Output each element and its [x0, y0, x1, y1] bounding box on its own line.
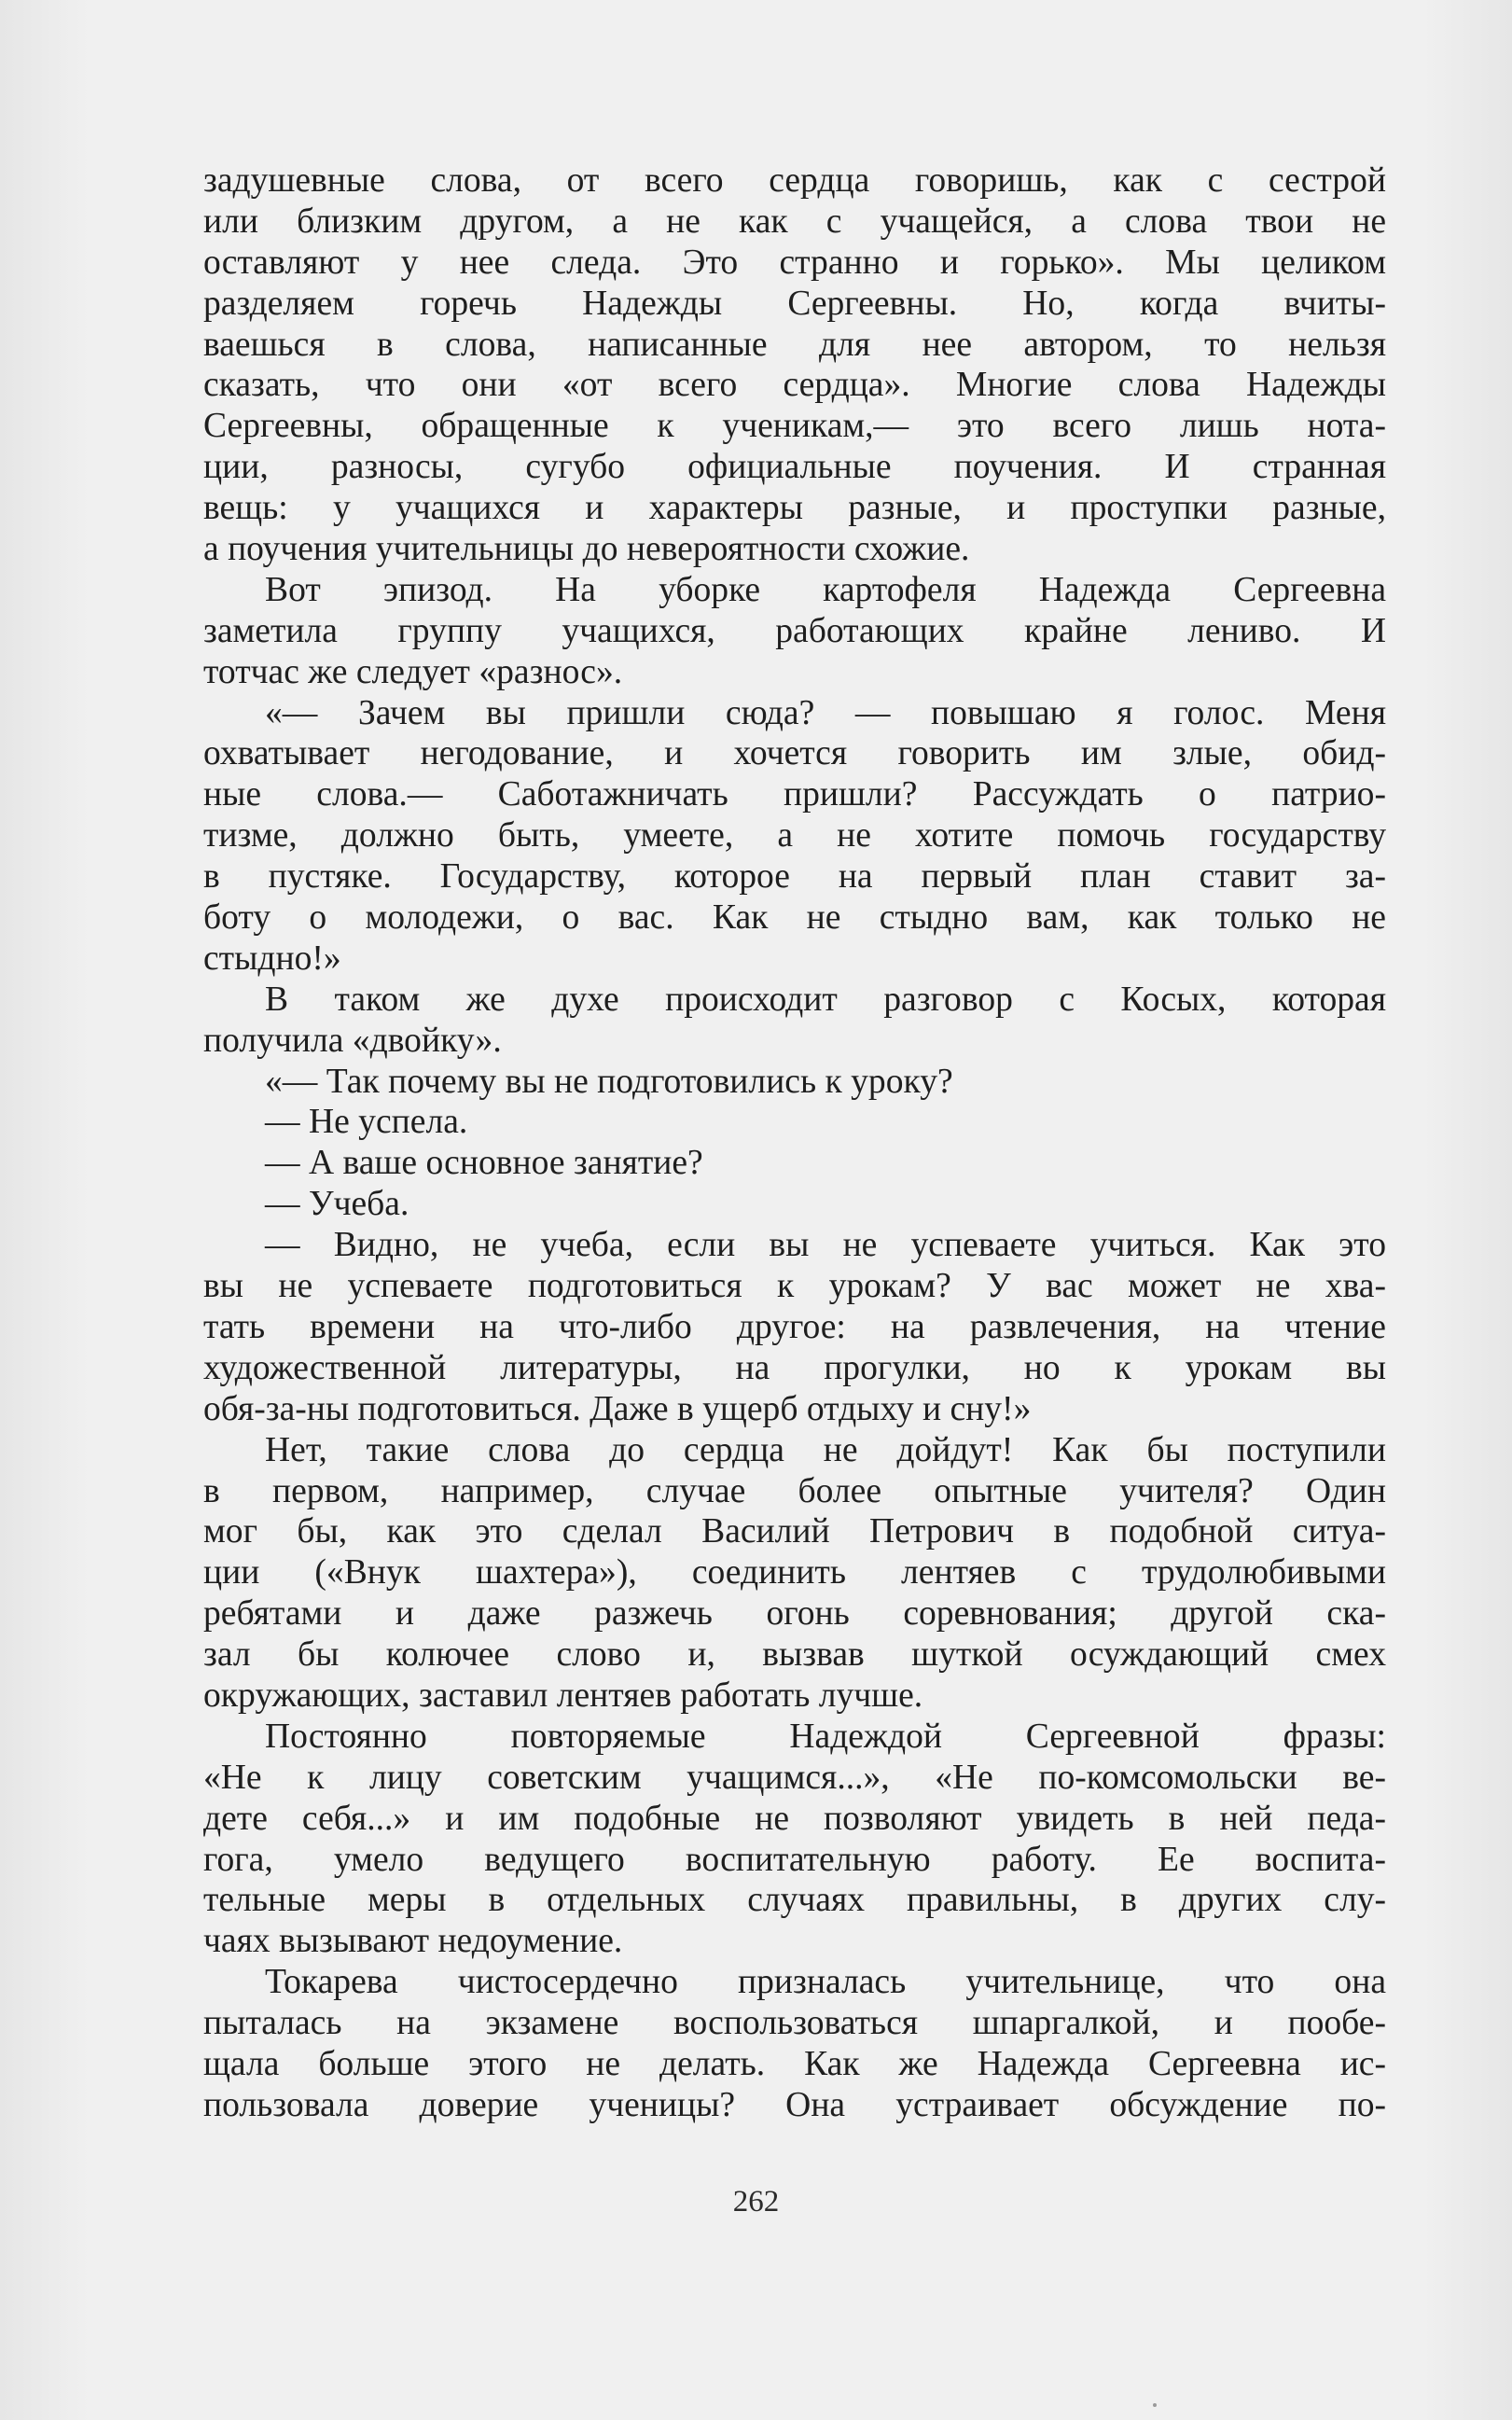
paragraph [203, 1143, 1386, 1184]
text-line: ные слова.— Саботажничать пришли? Рассуждать о патрио- [203, 775, 1386, 814]
body-text [203, 160, 1386, 2126]
paragraph [203, 980, 1386, 1062]
text-line: — Учеба. [265, 1185, 409, 1224]
print-speck [1153, 2403, 1157, 2407]
paragraph [203, 1430, 1386, 1717]
text-line: В таком же духе происходит разговор с Косых, которая [265, 980, 1386, 1019]
text-line: мог бы, как это сделал Василий Петрович в подобной ситуа- [203, 1512, 1386, 1551]
text-line: ции, разносы, сугубо официальные поучения. И странная [203, 448, 1386, 487]
text-line: Нет, такие слова до сердца не дойдут! Как бы поступили [265, 1430, 1386, 1469]
text-line: в первом, например, случае более опытные учителя? Один [203, 1471, 1386, 1510]
text-line: пользовала доверие ученицы? Она устраивает обсуждение по- [203, 2085, 1386, 2124]
text-line: сказать, что они «от всего сердца». Многие слова Надежды [203, 366, 1386, 405]
text-line: ваешься в слова, написанные для нее автором, то нельзя [203, 325, 1386, 364]
paragraph [203, 693, 1386, 980]
text-line: боту о молодежи, о вас. Как не стыдно вам, как только не [203, 898, 1386, 938]
text-line: «— Так почему вы не подготовились к уроку? [265, 1062, 953, 1101]
text-line: дете себя...» и им подобные не позволяют увидеть в ней педа- [203, 1799, 1386, 1838]
text-line: задушевные слова, от всего сердца говоришь, как с сестрой [203, 161, 1386, 200]
text-line: ребятами и даже разжечь огонь соревнования; другой ска- [203, 1594, 1386, 1634]
paragraph [203, 1962, 1386, 2126]
paragraph [203, 1717, 1386, 1962]
text-line: художественной литературы, на прогулки, но к урокам вы [203, 1348, 1386, 1387]
text-line: разделяем горечь Надежды Сергеевны. Но, когда вчиты- [203, 284, 1386, 323]
text-line: щала больше этого не делать. Как же Надежда Сергеевна ис- [203, 2044, 1386, 2083]
paragraph [203, 1184, 1386, 1225]
text-line: «Не к лицу советским учащимся...», «Не по-комсомольски ве- [203, 1758, 1386, 1797]
paragraph [203, 160, 1386, 570]
text-line: Вот эпизод. На уборке картофеля Надежда Сергеевна [265, 570, 1386, 609]
text-line: оставляют у нее следа. Это странно и горько». Мы целиком [203, 243, 1386, 282]
text-line: тельные меры в отдельных случаях правильны, в других слу- [203, 1881, 1386, 1920]
text-line: ции («Внук шахтера»), соединить лентяев с трудолюбивыми [203, 1553, 1386, 1592]
text-line: — А ваше основное занятие? [265, 1144, 703, 1183]
text-line: стыдно!» [203, 939, 341, 978]
text-line: — Не успела. [265, 1103, 468, 1142]
text-line: «— Зачем вы пришли сюда? — повышаю я голос. Меня [265, 693, 1386, 732]
paragraph [203, 1225, 1386, 1429]
text-line: — Видно, не учеба, если вы не успеваете учиться. Как это [265, 1226, 1386, 1265]
text-line: тотчас же следует «разнос». [203, 652, 623, 691]
text-line: окружающих, заставил лентяев работать лучше. [203, 1676, 923, 1715]
text-line: вещь: у учащихся и характеры разные, и проступки разные, [203, 489, 1386, 528]
text-line: вы не успеваете подготовиться к урокам? У вас может не хва- [203, 1267, 1386, 1306]
text-line: а поучения учительницы до невероятности схожие. [203, 530, 970, 569]
text-line: получила «двойку». [203, 1021, 502, 1060]
text-line: в пустяке. Государству, которое на первый план ставит за- [203, 857, 1386, 897]
text-line: заметила группу учащихся, работающих крайне лениво. И [203, 611, 1386, 650]
text-line: тать времени на что-либо другое: на развлечения, на чтение [203, 1307, 1386, 1346]
text-line: пыталась на экзамене воспользоваться шпаргалкой, и пообе- [203, 2004, 1386, 2043]
text-line: Постоянно повторяемые Надеждой Сергеевной фразы: [265, 1717, 1386, 1756]
paragraph [203, 570, 1386, 693]
text-line: гога, умело ведущего воспитательную работу. Ее воспита- [203, 1840, 1386, 1879]
text-line: чаях вызывают недоумение. [203, 1922, 623, 1961]
text-line: Токарева чистосердечно призналась учительнице, что она [265, 1963, 1386, 2002]
page-number: 262 [732, 2185, 780, 2218]
text-line: Сергеевны, обращенные к ученикам,— это всего лишь нота- [203, 407, 1386, 446]
text-line: охватывает негодование, и хочется говорить им злые, обид- [203, 734, 1386, 773]
paragraph [203, 1102, 1386, 1143]
text-line: обя-за-ны подготовиться. Даже в ущерб отдыху и сну!» [203, 1389, 1032, 1428]
text-line: или близким другом, а не как с учащейся, а слова твои не [203, 202, 1386, 241]
paragraph [203, 1062, 1386, 1103]
text-line: зал бы колючее слово и, вызвав шуткой осуждающий смех [203, 1635, 1386, 1675]
text-line: тизме, должно быть, умеете, а не хотите помочь государству [203, 816, 1386, 855]
